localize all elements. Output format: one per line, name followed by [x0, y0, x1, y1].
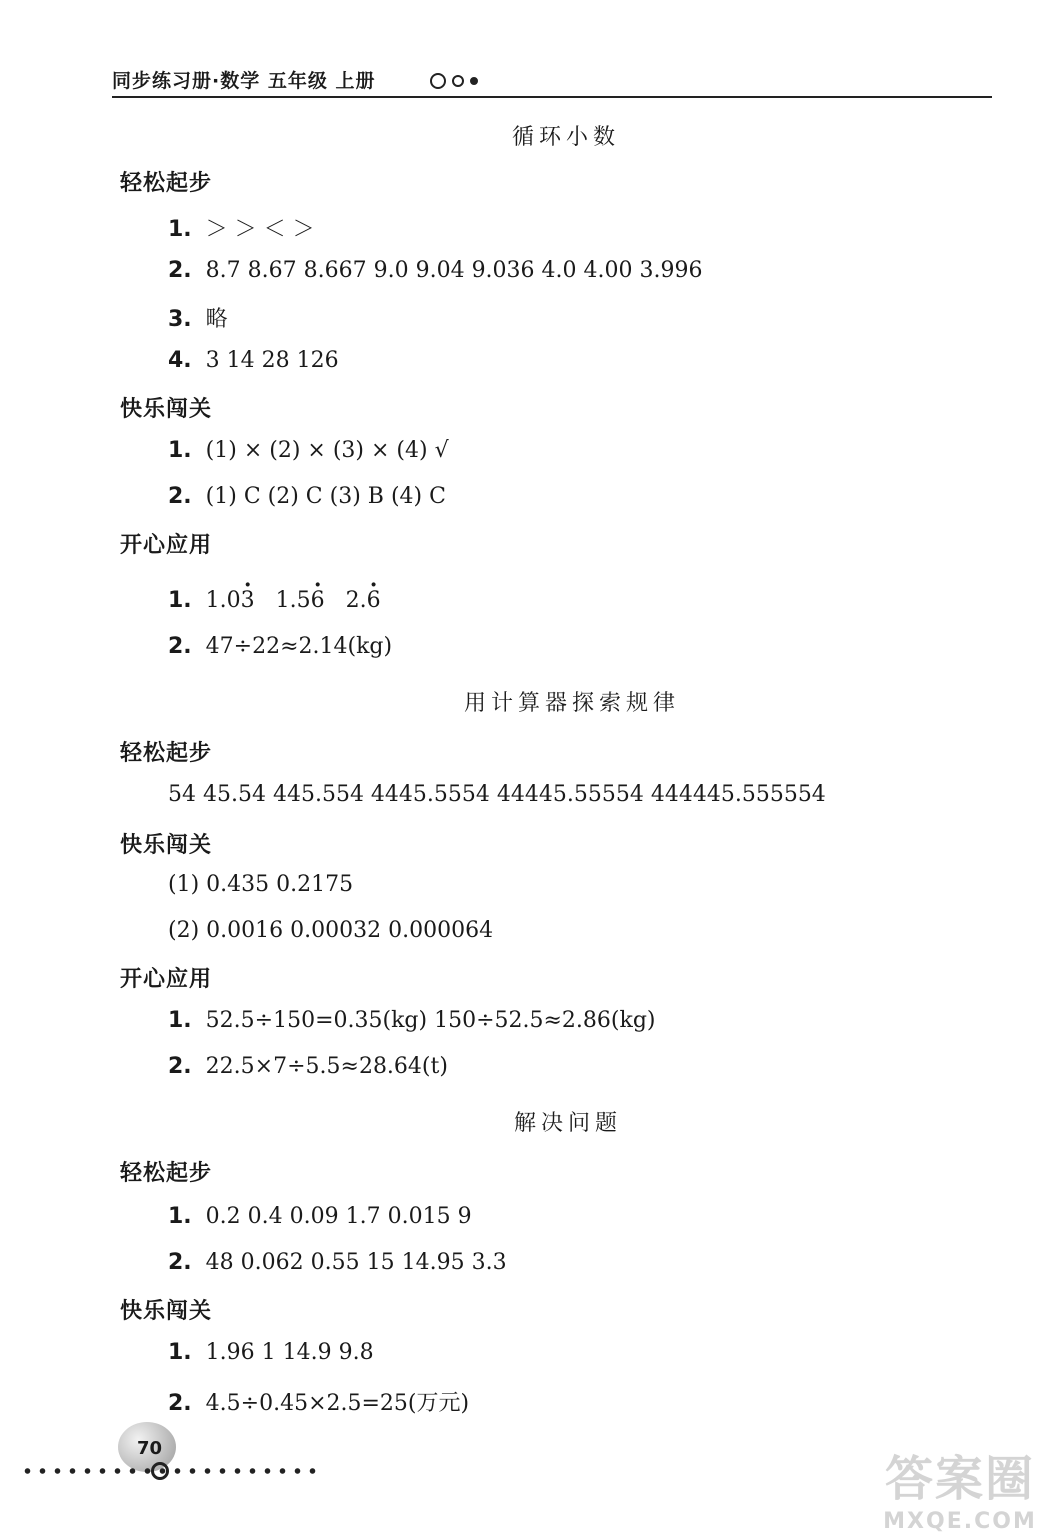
- watermark: [870, 1440, 1050, 1534]
- answer-line: 2. 48 0.062 0.55 15 14.95 3.3: [168, 1250, 507, 1275]
- answer-line: 1. 52.5÷150=0.35(kg) 150÷52.5≈2.86(kg): [168, 1008, 656, 1033]
- repeating-digit: · 6: [367, 588, 381, 613]
- answer-line: 2. 4.5÷0.45×2.5=25(万元): [168, 1391, 470, 1416]
- watermark-url: MXQE.COM: [883, 1509, 1037, 1534]
- footer-dotted-line: [20, 1468, 320, 1474]
- section-title: 循环小数: [512, 125, 621, 150]
- answer-line: 54 45.54 445.554 4445.5554 44445.55554 444445.555554: [168, 782, 826, 807]
- watermark-logo: 答案圈: [884, 1451, 1035, 1507]
- repeating-digit: · 6: [311, 588, 325, 613]
- answer-line: 2. 22.5×7÷5.5≈28.64(t): [168, 1054, 448, 1079]
- answer-line: 2. (1) C (2) C (3) B (4) C: [168, 484, 446, 509]
- answer-line: 2. 8.7 8.67 8.667 9.0 9.04 9.036 4.0 4.00 3.996: [168, 258, 703, 283]
- answer-line: 2. 47÷22≈2.14(kg): [168, 634, 393, 659]
- subsection-heading: 开心应用: [120, 533, 213, 558]
- section-title: 用计算器探索规律: [464, 691, 681, 716]
- section-title: 解决问题: [514, 1111, 623, 1136]
- answer-line: 1. (1) × (2) × (3) × (4) √: [168, 438, 449, 463]
- subsection-heading: 开心应用: [120, 967, 213, 992]
- subsection-heading: 轻松起步: [120, 1161, 213, 1186]
- header-title: 同步练习册·数学 五年级 上册: [112, 70, 376, 92]
- answer-line: 1. 1.0· 3 1.5· 6 2.· 6: [168, 588, 381, 613]
- answer-line: 1. 1.96 1 14.9 9.8: [168, 1340, 374, 1365]
- subsection-heading: 轻松起步: [120, 741, 213, 766]
- repeating-digit: · 3: [241, 588, 255, 613]
- answer-line: (2) 0.0016 0.00032 0.000064: [168, 918, 494, 943]
- answer-line: 1. 0.2 0.4 0.09 1.7 0.015 9: [168, 1204, 472, 1229]
- answer-line: 4. 3 14 28 126: [168, 348, 339, 373]
- answer-line: 3. 略: [168, 307, 228, 332]
- subsection-heading: 轻松起步: [120, 171, 213, 196]
- subsection-heading: 快乐闯关: [120, 1299, 213, 1324]
- answer-line: (1) 0.435 0.2175: [168, 872, 354, 897]
- subsection-heading: 快乐闯关: [120, 833, 213, 858]
- page-number: 70: [137, 1438, 163, 1459]
- subsection-heading: 快乐闯关: [120, 397, 213, 422]
- page-header: [112, 66, 992, 98]
- answer-line: 1. ＞ ＞ ＜ ＞: [168, 217, 315, 242]
- header-circles-icon: [430, 73, 478, 89]
